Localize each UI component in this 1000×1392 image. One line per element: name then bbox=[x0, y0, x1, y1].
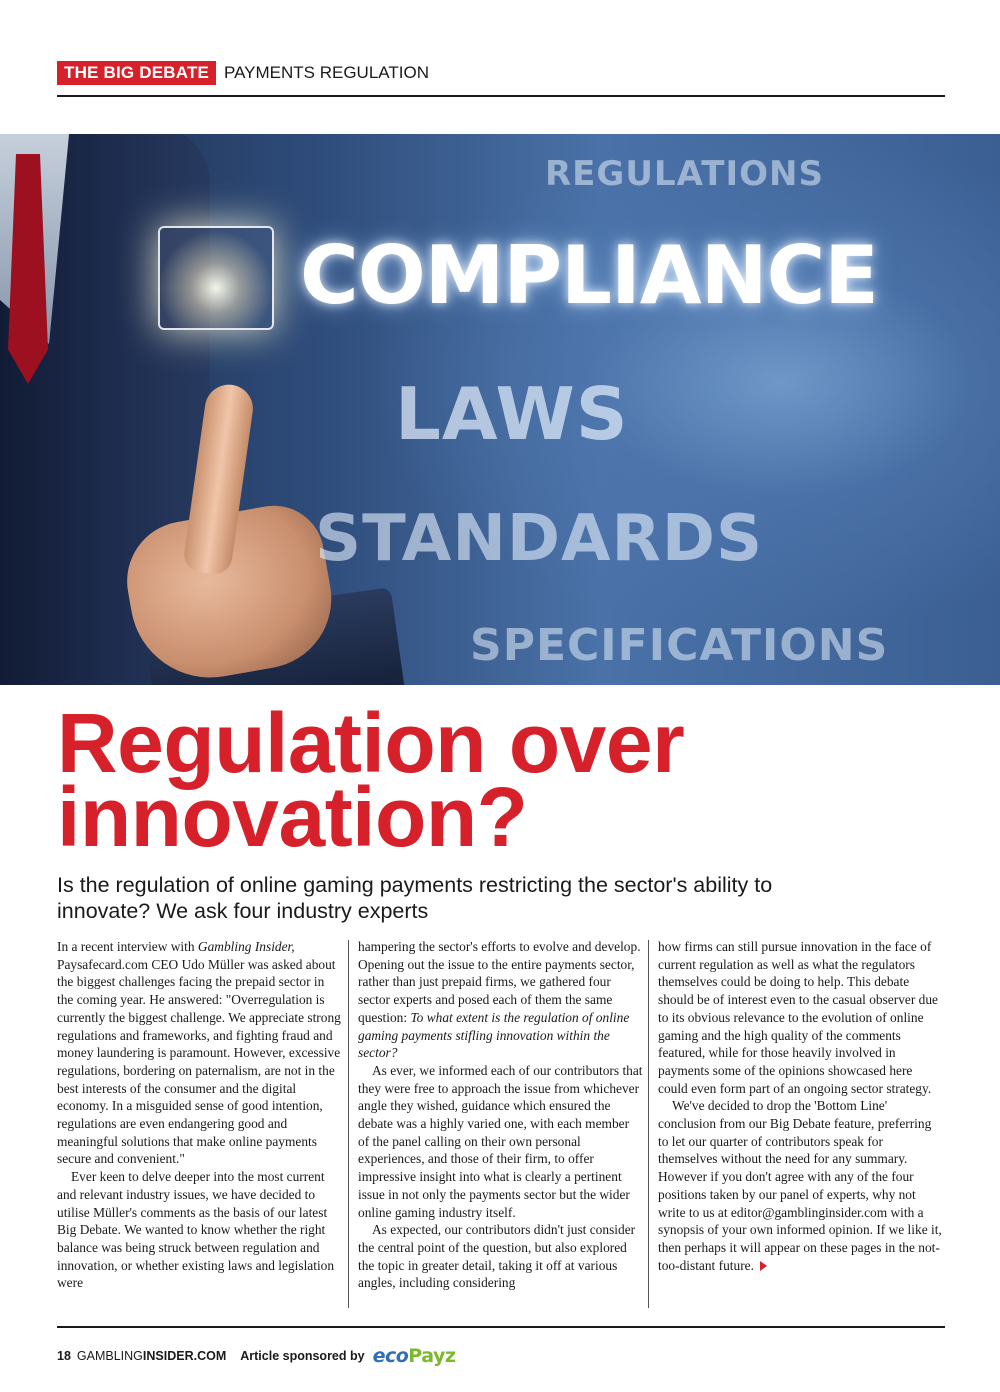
publication-name: Gambling Insider, bbox=[197, 939, 295, 954]
paragraph-text: We've decided to drop the 'Bottom Line' conclusion from our Big Debate feature, preferring to let our quarter of contributors speak for themselves without the need for any summary. However if you don't agree with any of the four positions taken by our panel of experts, why not write to us at editor@gamblinginsider.com with a synopsis of your own informed opinion. If we like it, then perhaps it will appear on these pages in the not-too-distant future. bbox=[658, 1098, 942, 1273]
section-header bbox=[57, 61, 945, 97]
body-column-1 bbox=[57, 938, 342, 1312]
paragraph-text: hampering the sector's efforts to evolve and develop. Opening out the issue to the entire payments sector, rather than just prepaid firms, we gathered four sector experts and posed each of them the same question: bbox=[358, 939, 641, 1025]
article-standfirst: Is the regulation of online gaming payments restricting the sector's ability to innovate? We ask four industry experts bbox=[57, 873, 773, 923]
body-column-2 bbox=[358, 938, 643, 1312]
kicker-label: THE BIG DEBATE bbox=[57, 61, 216, 85]
ecopayz-logo bbox=[373, 1345, 456, 1367]
hero-word-standards: STANDARDS bbox=[315, 502, 764, 576]
hero-word-laws: LAWS bbox=[395, 372, 629, 456]
paragraph: As ever, we informed each of our contributors that they were free to approach the issue from whichever angle they wished, guidance which ensured the debate was a highly varied one, with each member of the panel calling on their own personal experiences, and those of their firm, to offer impressive insight into what is clearly a pertinent issue in not only the payments sector but the wider online gaming industry itself. bbox=[358, 1062, 643, 1220]
hero-word-specifications: SPECIFICATIONS bbox=[470, 620, 889, 671]
paragraph-text: In a recent interview with bbox=[57, 939, 198, 954]
hero-image bbox=[0, 134, 1000, 685]
hero-word-compliance: COMPLIANCE bbox=[300, 229, 878, 322]
article-headline bbox=[57, 696, 957, 864]
logo-text-eco: eco bbox=[372, 1345, 409, 1367]
logo-text-payz: Payz bbox=[408, 1345, 456, 1367]
paragraph: As expected, our contributors didn't just consider the central point of the question, but also explored the topic in greater detail, taking it off at various angles, including considering bbox=[358, 1222, 636, 1291]
paragraph: how firms can still pursue innovation in the face of current regulation as well as what the regulators themselves could be doing to help. This debate should be of interest even to the casual observer due to its obvious relevance to the evolution of online gaming and the high quality of the comments featured, while for those heavily involved in payments some of the opinions showcased here could even form part of an ongoing sector strategy. bbox=[658, 939, 938, 1096]
column-divider bbox=[348, 940, 349, 1308]
footer-rule bbox=[57, 1326, 945, 1328]
sponsor-label: Article sponsored by bbox=[240, 1349, 365, 1363]
headline-line-1: Regulation over bbox=[57, 696, 685, 790]
section-label: PAYMENTS REGULATION bbox=[224, 63, 429, 82]
column-divider bbox=[648, 940, 649, 1308]
site-name-part-2: INSIDER.COM bbox=[142, 1349, 227, 1363]
headline-line-2: innovation? bbox=[57, 770, 528, 864]
hero-word-regulations: REGULATIONS bbox=[545, 154, 824, 194]
debate-question: To what extent is the regulation of online gaming payments stifling innovation within the sector? bbox=[358, 1009, 630, 1061]
paragraph bbox=[358, 938, 643, 1062]
touch-button-illustration bbox=[158, 226, 274, 330]
paragraph bbox=[658, 1097, 943, 1274]
paragraph: Ever keen to delve deeper into the most current and relevant industry issues, we have decided to utilise Müller's comments as the basis of our latest Big Debate. We wanted to know whether the right balance was being struck between regulation and innovation, or whether existing laws and legislation were bbox=[57, 1169, 335, 1291]
paragraph bbox=[57, 938, 342, 1168]
body-column-3 bbox=[658, 938, 943, 1312]
site-name-part-1: GAMBLING bbox=[76, 1349, 143, 1363]
page-number: 18 bbox=[57, 1349, 71, 1363]
page-footer bbox=[57, 1342, 455, 1370]
end-of-article-icon bbox=[760, 1261, 767, 1271]
paragraph-text: Paysafecard.com CEO Udo Müller was asked about the biggest challenges facing the prepaid sector in the coming year. He answered: "Overregulation is currently the biggest challenge. We appreciate strong regulations and frameworks, and fighting fraud and money laundering is paramount. However, excessive regulations, bordering on paternalism, are not in the best interests of the consumer and the digital economy. In a misguided sense of good intention, regulations are even endangering good and meaningful solutions that make online payments secure and convenient." bbox=[57, 956, 341, 1167]
